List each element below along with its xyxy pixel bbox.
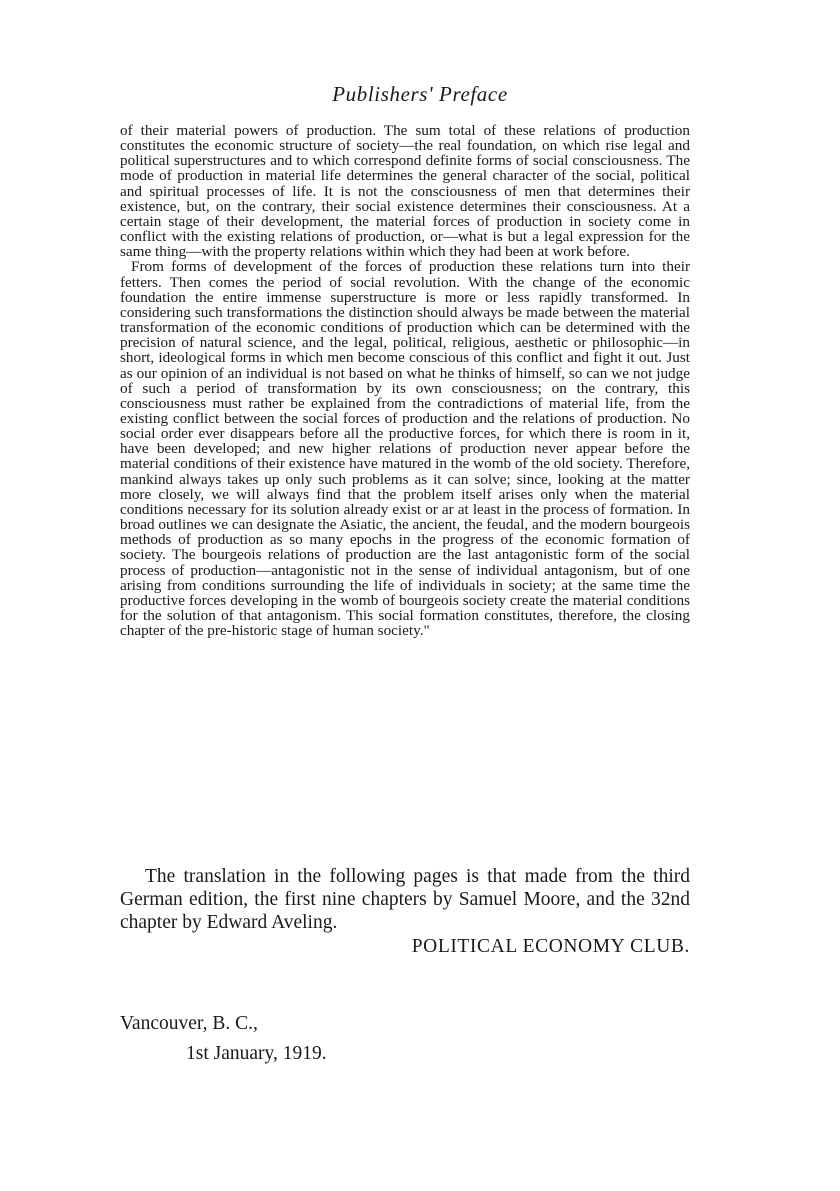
place-line: Vancouver, B. C., xyxy=(120,1013,258,1034)
quote-paragraph-1: of their material powers of production. The sum total of these relations of production constitutes the economic structure of society—the real foundation, on which rise legal and political superstructures and to which correspond definite forms of social consciousness. The mode of production in material life determines the general character of the social, political and spiritual processes of life. It is not the consciousness of men that determines their existence, but, on the contrary, their social existence determines their consciousness. At a certain stage of their development, the material forces of production in society come in conflict with the existing relations of production, or—what is but a legal expression for the same thing—with the property relations within which they had been at work before. xyxy=(120,122,690,261)
date-line: 1st January, 1919. xyxy=(186,1043,327,1064)
body-text xyxy=(120,123,690,638)
signature: POLITICAL ECONOMY CLUB. xyxy=(411,936,690,957)
page-title: Publishers' Preface xyxy=(332,82,508,106)
quote-paragraph-2: From forms of development of the forces of production these relations turn into their fetters. Then comes the period of social revolution. With the change of the economic foundation the entire immense superstructure is more or less rapidly transformed. In considering such transformations the distinction should always be made between the material transformation of the economic conditions of production which can be determined with the precision of natural science, and the legal, political, religious, aesthetic or philosophic—in short, ideological forms in which men become conscious of this conflict and fight it out. Just as our opinion of an individual is not based on what he thinks of himself, so can we not judge of such a period of transformation by its own consciousness; on the contrary, this consciousness must rather be explained from the contradictions of material life, from the existing conflict between the social forces of production and the relations of production. No social order ever disappears before all the productive forces, for which there is room in it, have been developed; and new higher relations of production never appear before the material conditions of their existence have matured in the womb of the old society. Therefore, mankind always takes up only such problems as it can solve; since, looking at the matter more closely, we will always find that the problem itself arises only when the material conditions necessary for its solution already exist or ar at least in the process of formation. In broad outlines we can designate the Asiatic, the ancient, the feudal, and the modern bourgeois methods of production as so many epochs in the progress of the economic formation of society. The bourgeois relations of production are the last antagonistic form of the social process of production—antagonistic not in the sense of individual antagonism, but of one arising from conditions surrounding the life of individuals in society; at the same time the productive forces developing in the womb of bourgeois society create the material conditions for the solution of that antagonism. This social formation constitutes, therefore, the closing chapter of the pre-historic stage of human society." xyxy=(120,258,690,640)
translation-note: The translation in the following pages is that made from the third German edition, the first nine chapters by Samuel Moore, and the 32nd chapter by Edward Aveling. xyxy=(120,866,690,933)
